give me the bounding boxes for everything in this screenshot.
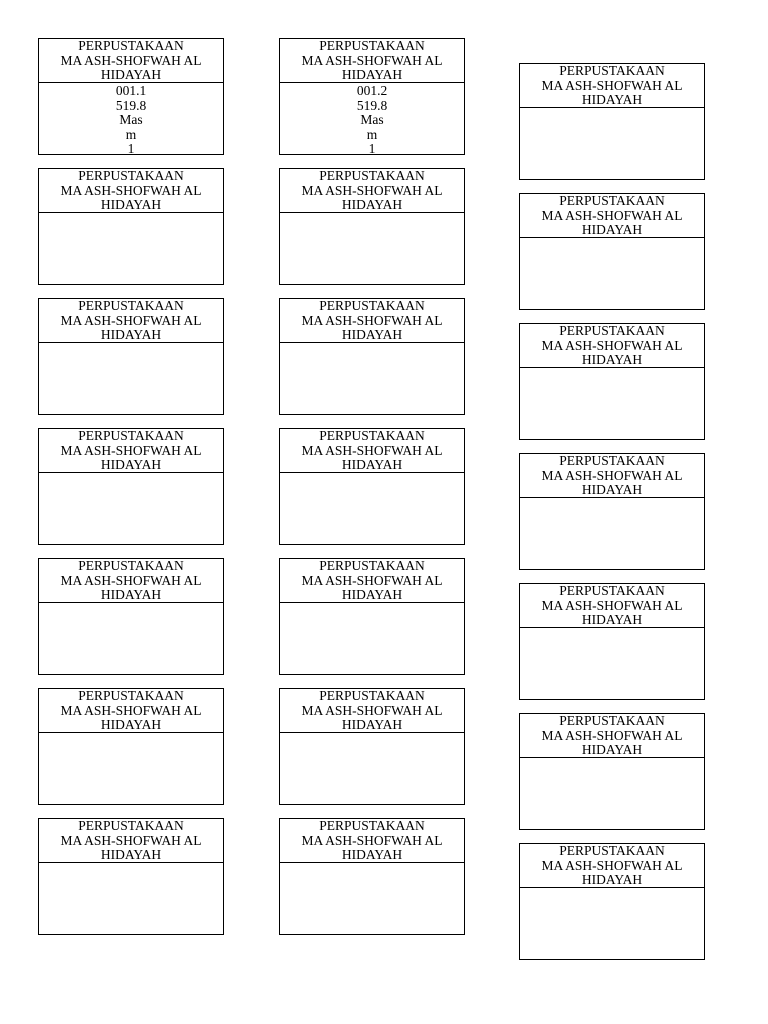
library-name-line3: HIDAYAH [100,457,162,473]
book-label [38,168,224,285]
label-header [280,169,464,213]
label-header [39,689,223,733]
library-name-line2: MA ASH-SHOFWAH AL [60,572,202,588]
library-name-line3: HIDAYAH [100,587,162,603]
call-number-line: 001.1 [115,83,147,98]
library-name-line3: HIDAYAH [341,457,403,473]
library-name-line1: PERPUSTAKAAN [319,168,425,184]
book-label [279,38,465,155]
library-name-line2: MA ASH-SHOFWAH AL [60,52,202,68]
label-header [39,299,223,343]
book-label [38,428,224,545]
library-name-line3: HIDAYAH [341,587,403,603]
label-header [520,844,704,888]
library-name-line2: MA ASH-SHOFWAH AL [541,727,683,743]
library-name-line1: PERPUSTAKAAN [559,63,665,79]
library-name-line1: PERPUSTAKAAN [559,583,665,599]
call-number [520,368,704,439]
label-header [39,429,223,473]
library-name-line3: HIDAYAH [341,847,403,863]
book-label [519,843,705,960]
label-header [39,169,223,213]
library-name-line3: HIDAYAH [581,482,643,498]
library-name-line1: PERPUSTAKAAN [319,558,425,574]
book-label [38,688,224,805]
label-header [39,559,223,603]
library-name-line3: HIDAYAH [581,742,643,758]
library-name-line3: HIDAYAH [100,197,162,213]
label-header [280,39,464,83]
library-name-line3: HIDAYAH [341,717,403,733]
book-label [279,818,465,935]
library-name-line2: MA ASH-SHOFWAH AL [541,467,683,483]
call-number-line: m [125,126,137,142]
library-name-line1: PERPUSTAKAAN [78,168,184,184]
label-header [520,714,704,758]
library-name-line3: HIDAYAH [100,847,162,863]
library-name-line2: MA ASH-SHOFWAH AL [301,832,443,848]
call-number [39,83,223,154]
label-header [520,584,704,628]
library-name-line2: MA ASH-SHOFWAH AL [60,312,202,328]
book-label [519,713,705,830]
library-name-line2: MA ASH-SHOFWAH AL [60,832,202,848]
call-number [280,213,464,284]
label-header [280,819,464,863]
call-number-line: 1 [368,141,376,154]
call-number-line: 001.2 [356,83,388,98]
library-name-line2: MA ASH-SHOFWAH AL [60,182,202,198]
library-name-line1: PERPUSTAKAAN [319,818,425,834]
library-name-line2: MA ASH-SHOFWAH AL [301,312,443,328]
label-header [280,689,464,733]
book-label [279,168,465,285]
call-number [280,473,464,544]
call-number [280,603,464,674]
call-number-line: 1 [127,141,135,154]
book-label [279,688,465,805]
call-number [520,498,704,569]
library-name-line1: PERPUSTAKAAN [78,298,184,314]
call-number [520,108,704,179]
book-label [519,583,705,700]
book-label [519,193,705,310]
library-name-line2: MA ASH-SHOFWAH AL [301,182,443,198]
book-label [38,558,224,675]
library-name-line1: PERPUSTAKAAN [559,323,665,339]
library-name-line1: PERPUSTAKAAN [559,193,665,209]
call-number [520,628,704,699]
library-name-line3: HIDAYAH [581,352,643,368]
library-name-line2: MA ASH-SHOFWAH AL [541,207,683,223]
call-number [520,238,704,309]
library-name-line1: PERPUSTAKAAN [78,688,184,704]
library-name-line3: HIDAYAH [341,67,403,83]
library-name-line2: MA ASH-SHOFWAH AL [60,702,202,718]
label-header [520,454,704,498]
label-header [520,194,704,238]
call-number-line: Mas [360,112,384,127]
library-name-line2: MA ASH-SHOFWAH AL [541,77,683,93]
label-header [520,324,704,368]
call-number-line: 519.8 [356,97,388,113]
library-name-line1: PERPUSTAKAAN [78,38,184,54]
library-name-line3: HIDAYAH [581,612,643,628]
call-number [280,83,464,154]
label-header [39,39,223,83]
call-number [280,343,464,414]
book-label [38,298,224,415]
library-name-line3: HIDAYAH [100,717,162,733]
call-number [520,758,704,829]
library-name-line2: MA ASH-SHOFWAH AL [541,597,683,613]
library-name-line3: HIDAYAH [581,92,643,108]
call-number-line: Mas [119,112,143,127]
library-name-line2: MA ASH-SHOFWAH AL [301,572,443,588]
library-name-line1: PERPUSTAKAAN [559,453,665,469]
library-name-line3: HIDAYAH [581,872,643,888]
book-label [519,323,705,440]
library-name-line2: MA ASH-SHOFWAH AL [301,52,443,68]
library-name-line2: MA ASH-SHOFWAH AL [541,337,683,353]
library-name-line1: PERPUSTAKAAN [319,298,425,314]
call-number [39,863,223,934]
library-name-line2: MA ASH-SHOFWAH AL [301,442,443,458]
call-number [520,888,704,959]
call-number [39,213,223,284]
library-name-line3: HIDAYAH [581,222,643,238]
book-label [279,428,465,545]
library-name-line1: PERPUSTAKAAN [78,818,184,834]
book-label [519,453,705,570]
library-name-line1: PERPUSTAKAAN [319,38,425,54]
label-header [280,559,464,603]
library-name-line3: HIDAYAH [341,327,403,343]
label-header [280,299,464,343]
library-name-line2: MA ASH-SHOFWAH AL [541,857,683,873]
library-name-line2: MA ASH-SHOFWAH AL [301,702,443,718]
library-name-line1: PERPUSTAKAAN [78,558,184,574]
book-label [279,298,465,415]
book-label [38,818,224,935]
label-header [39,819,223,863]
call-number-line: 519.8 [115,97,147,113]
library-name-line3: HIDAYAH [100,327,162,343]
call-number [280,863,464,934]
label-header [520,64,704,108]
call-number-line: m [366,126,378,142]
label-header [280,429,464,473]
library-name-line1: PERPUSTAKAAN [78,428,184,444]
library-name-line1: PERPUSTAKAAN [559,843,665,859]
book-label [279,558,465,675]
call-number [39,343,223,414]
call-number [39,733,223,804]
call-number [39,473,223,544]
call-number [39,603,223,674]
library-name-line2: MA ASH-SHOFWAH AL [60,442,202,458]
library-name-line1: PERPUSTAKAAN [319,688,425,704]
library-name-line3: HIDAYAH [341,197,403,213]
library-name-line1: PERPUSTAKAAN [319,428,425,444]
library-name-line1: PERPUSTAKAAN [559,713,665,729]
book-label [38,38,224,155]
book-label [519,63,705,180]
call-number [280,733,464,804]
library-name-line3: HIDAYAH [100,67,162,83]
